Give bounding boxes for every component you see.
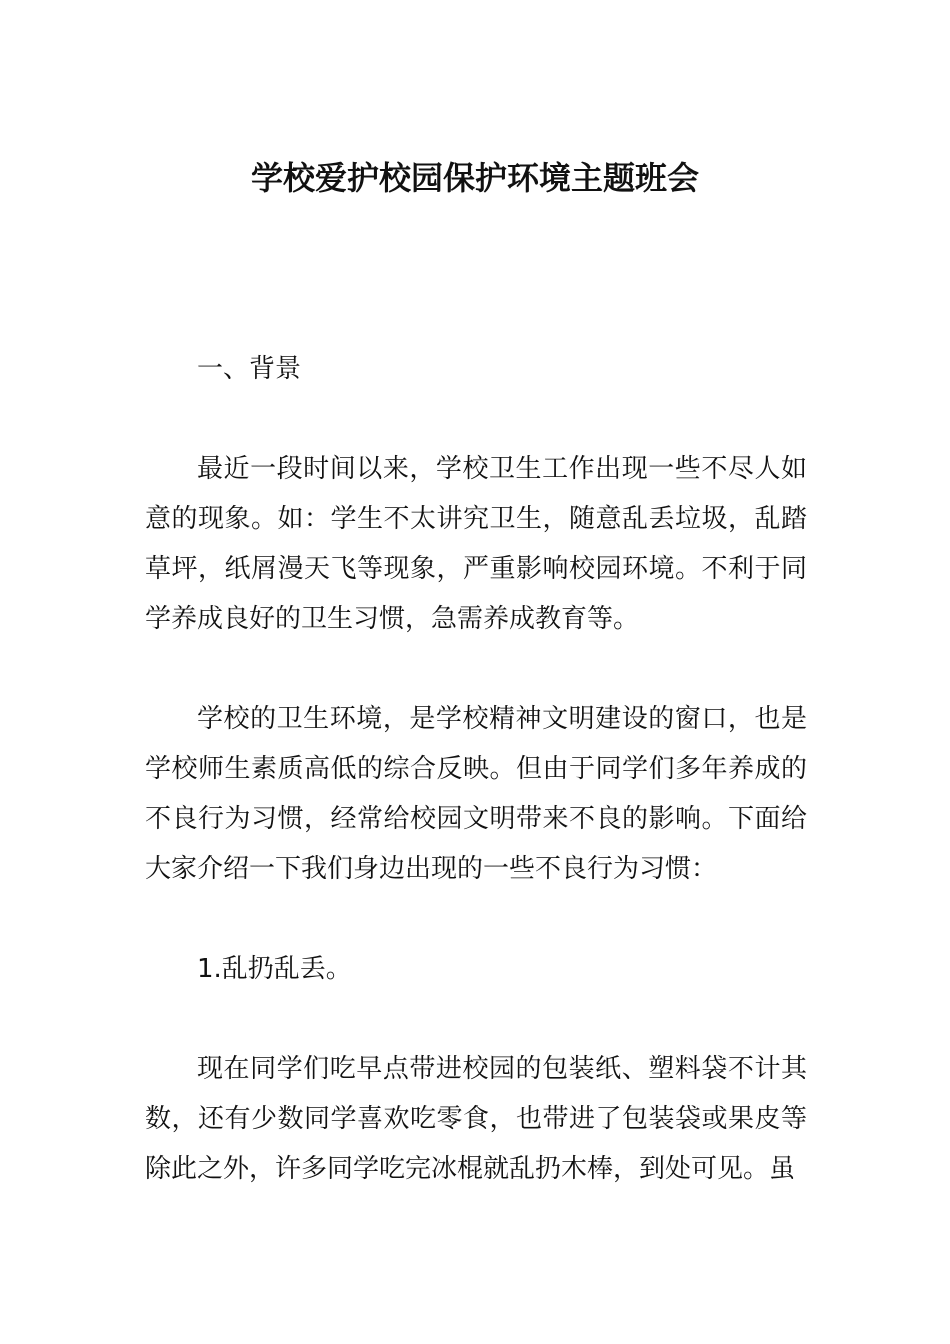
subheading-littering: 1.乱扔乱丢。 (197, 954, 352, 984)
paragraph-2: 学校的卫生环境，是学校精神文明建设的窗口，也是学校师生素质高低的综合反映。但由于同学们多年养成的不良行为习惯，经常给校园文明带来不良的影响。下面给大家介绍一下我们身边出现的一些不良行为习惯： (145, 704, 807, 884)
paragraph-3: 现在同学们吃早点带进校园的包装纸、塑料袋不计其数，还有少数同学喜欢吃零食，也带进了包装袋或果皮等除此之外，许多同学吃完冰棍就乱扔木棒，到处可见。虽 (145, 1054, 807, 1184)
section-heading-background: 一、背景 (197, 354, 302, 384)
document-title: 学校爱护校园保护环境主题班会 (250, 159, 699, 197)
paragraph-1: 最近一段时间以来，学校卫生工作出现一些不尽人如意的现象。如：学生不太讲究卫生，随意乱丢垃圾，乱踏草坪，纸屑漫天飞等现象，严重影响校园环境。不利于同学养成良好的卫生习惯，急需养成教育等。 (145, 454, 807, 634)
